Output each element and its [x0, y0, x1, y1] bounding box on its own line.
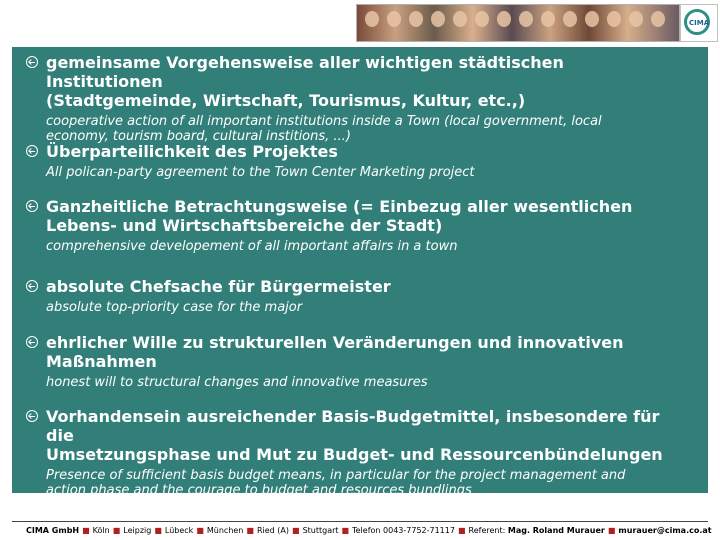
list-item: [26, 277, 686, 315]
footer-city: Köln: [92, 526, 110, 535]
clock-bullet-icon: [26, 280, 38, 292]
clock-bullet-icon: [26, 410, 38, 422]
footer-city: Stuttgart: [302, 526, 339, 535]
portrait: [497, 11, 511, 27]
item-translation: absolute top-priority case for the major: [46, 300, 303, 315]
separator-dot: ■: [154, 526, 162, 535]
footer-company: CIMA GmbH: [26, 526, 80, 535]
footer-city: München: [206, 526, 244, 535]
item-translation: All polican-party agreement to the Town Center Marketing project: [46, 165, 475, 180]
portrait: [563, 11, 577, 27]
portrait: [541, 11, 555, 27]
item-translation: cooperative action of all important institutions inside a Town (local government, local economy, tourism board, cultural institions, ...): [46, 114, 602, 144]
clock-bullet-icon: [26, 200, 38, 212]
portrait: [453, 11, 467, 27]
portrait: [651, 11, 665, 27]
footer-referent-name: Mag. Roland Murauer: [507, 526, 605, 535]
list-item: [26, 407, 686, 498]
list-item: [26, 197, 686, 254]
footer-referent-label: Referent:: [468, 526, 506, 535]
portrait: [585, 11, 599, 27]
list-item: [26, 53, 686, 144]
portrait: [475, 11, 489, 27]
portrait: [387, 11, 401, 27]
portrait: [365, 11, 379, 27]
clock-bullet-icon: [26, 56, 38, 68]
list-item: [26, 333, 686, 390]
footer-city: Ried (A): [256, 526, 289, 535]
item-heading: ehrlicher Wille zu strukturellen Veränderungen und innovativen Maßnahmen: [46, 333, 624, 371]
content-panel: [12, 47, 708, 498]
footer-divider: [12, 521, 708, 522]
footer-phone: Telefon 0043-7752-71117: [352, 526, 455, 535]
item-heading: Vorhandensein ausreichender Basis-Budgetmittel, insbesondere für die Umsetzungsphase und Mut zu Budget- und Ressourcenbündelungen: [46, 407, 663, 464]
portrait: [629, 11, 643, 27]
separator-dot: ■: [246, 526, 254, 535]
list-item: [26, 142, 686, 180]
footer-city: Leipzig: [123, 526, 152, 535]
clock-bullet-icon: [26, 336, 38, 348]
portrait: [431, 11, 445, 27]
item-heading: gemeinsame Vorgehensweise aller wichtigen städtischen Institutionen (Stadtgemeinde, Wirtschaft, Tourismus, Kultur, etc.,): [46, 53, 564, 110]
portrait: [409, 11, 423, 27]
item-translation: Presence of sufficient basis budget means, in particular for the project management and action phase and the courage to budget and resources bundlings: [46, 468, 626, 498]
separator-dot: ■: [607, 526, 616, 535]
footer-email-link[interactable]: murauer@cima.co.at: [618, 526, 712, 535]
clock-bullet-icon: [26, 145, 38, 157]
cima-logo: [680, 4, 718, 42]
separator-dot: ■: [457, 526, 466, 535]
footer: [26, 526, 712, 535]
item-translation: honest will to structural changes and innovative measures: [46, 375, 428, 390]
logo-text: CIMA: [689, 19, 710, 27]
separator-dot: ■: [292, 526, 300, 535]
portrait: [607, 11, 621, 27]
footer-city: Lübeck: [164, 526, 194, 535]
separator-dot: ■: [82, 526, 90, 535]
separator-dot: ■: [112, 526, 121, 535]
portrait: [519, 11, 533, 27]
item-translation: comprehensive developement of all important affairs in a town: [46, 239, 458, 254]
separator-dot: ■: [196, 526, 204, 535]
item-heading: Ganzheitliche Betrachtungsweise (= Einbezug aller wesentlichen Lebens- und Wirtschaftsbereiche der Stadt): [46, 197, 633, 235]
separator-dot: ■: [341, 526, 350, 535]
item-heading: Überparteilichkeit des Projektes: [46, 142, 338, 161]
item-heading: absolute Chefsache für Bürgermeister: [46, 277, 391, 296]
header-photo-strip: [356, 4, 680, 42]
